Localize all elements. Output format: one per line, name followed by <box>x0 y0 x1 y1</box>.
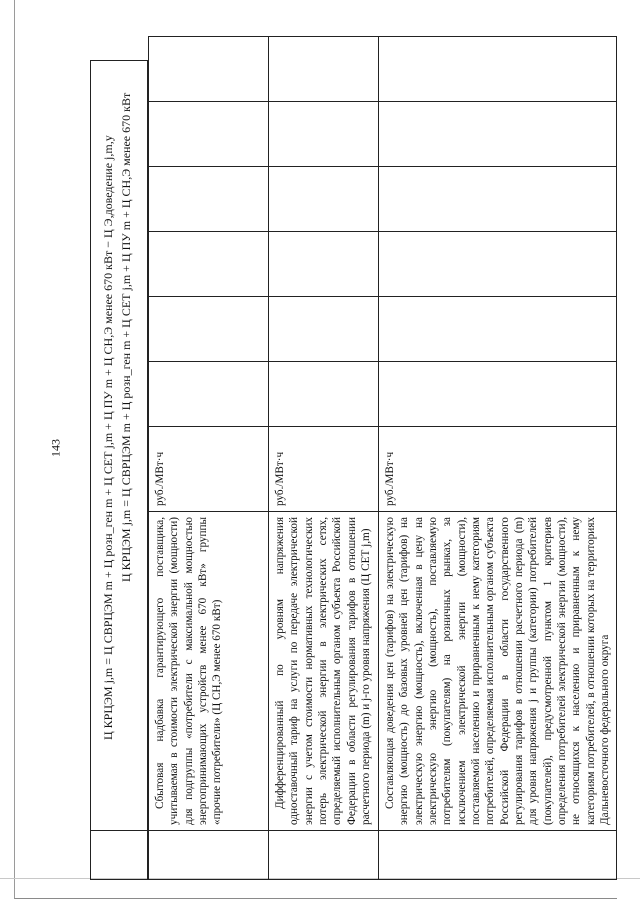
formula-secondary: Ц КРЦЭМ j,m = Ц СВРЦЭМ m + Ц розн_ген m + Ц СЕТ j,m + Ц ПУ m + Ц СН,Э менее 670 кВт <box>119 92 133 582</box>
value-cell <box>269 37 379 102</box>
value-cell <box>379 167 617 232</box>
value-cell <box>269 362 379 427</box>
value-cell <box>269 167 379 232</box>
value-cell <box>149 37 269 102</box>
value-cell <box>149 102 269 167</box>
table-row <box>149 37 269 880</box>
row-unit: руб./МВт·ч <box>379 427 617 512</box>
page-number: 143 <box>48 439 63 457</box>
value-cell <box>379 37 617 102</box>
value-cell <box>379 232 617 297</box>
value-cell <box>379 297 617 362</box>
row-description: Дифференцированный по уровням напряжения одноставочный тариф на услуги по передаче электрической энергии с учетом стоимости нормативных технологических потерь электрической энергии в электрических сетях, определяемый исполнительным органом субъекта Российской Федерации в области регулирования тарифов в отношении расчетного периода (m) и j-го уровня напряжения (Ц СЕТ j,m) <box>269 512 379 831</box>
value-cell <box>149 232 269 297</box>
tariff-table <box>148 36 617 880</box>
value-cell <box>269 102 379 167</box>
blank-cell <box>379 831 617 880</box>
formula-main: Ц КРЦЭМ j,m = Ц СВРЦЭМ m + Ц розн_ген m + Ц СЕТ j,m + Ц ПУ m + Ц СН,Э менее 670 кВт − Ц Э,доведение j,m,y <box>101 135 115 740</box>
row-description: Сбытовая надбавка гарантирующего поставщика, учитываемая в стоимости электрической энергии (мощности) для подгруппы «потребители с максимальной мощностью энергопринимающих устройств менее 670 кВт» группы «прочие потребители» (Ц СН,Э менее 670 кВт) <box>149 512 269 831</box>
table-row <box>269 37 379 880</box>
table-row <box>379 37 617 880</box>
value-cell <box>379 102 617 167</box>
value-cell <box>269 232 379 297</box>
value-cell <box>149 297 269 362</box>
value-cell <box>149 167 269 232</box>
value-cell <box>269 297 379 362</box>
row-description: Составляющая доведения цен (тарифов) на электрическую энергию (мощность) до базовых уровней цен (тарифов) на электрическую энергию (мощность), включенная в цену на электрическую энергию (мощность), поставляемую потребителям (покупателям) на розничных рынках, за исключением электрической энергии (мощности), поставляемой населению и приравненным к нему категориям потребителей, определяемая исполнительным органом субъекта Российской Федерации в области государственного регулирования тарифов в отношении расчетного периода (m) для уровня напряжения j и группы (категории) потребителей (покупателей), предусмотренной пунктом 1 критериев определения потребителей электрической энергии (мощности), не относящихся к населению и приравненным к нему категориям потребителей, в отношении которых на территориях Дальневосточного федерального округа <box>379 512 617 831</box>
blank-cell <box>149 831 269 880</box>
row-unit: руб./МВт·ч <box>269 427 379 512</box>
formula-blank-cell <box>91 830 147 879</box>
rotated-table-sheet <box>90 60 611 880</box>
blank-cell <box>269 831 379 880</box>
value-cell <box>379 362 617 427</box>
row-unit: руб./МВт·ч <box>149 427 269 512</box>
value-cell <box>149 362 269 427</box>
